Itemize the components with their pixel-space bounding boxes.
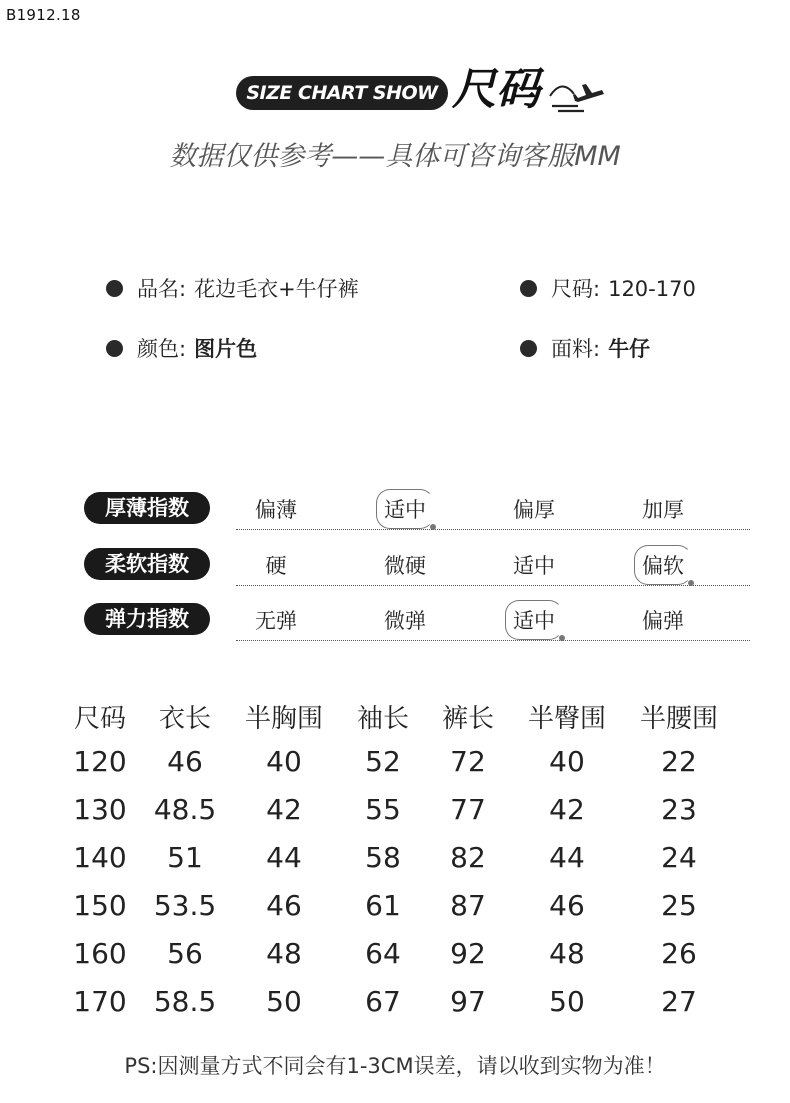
index-label: 柔软指数	[84, 548, 210, 580]
plane-icon	[548, 76, 608, 116]
product-color-label: 颜色:	[137, 337, 187, 361]
table-cell: 40	[266, 745, 302, 778]
product-name-label: 品名:	[137, 277, 187, 301]
table-cell: 53.5	[153, 889, 217, 922]
table-header-cell: 衣长	[158, 704, 211, 734]
bullet-dot-icon	[520, 280, 537, 297]
size-title: 尺码	[452, 64, 540, 115]
table-cell: 170	[73, 985, 127, 1018]
table-cell: 72	[450, 745, 486, 778]
product-size-value: 120-170	[608, 277, 696, 301]
index-label: 弹力指数	[84, 603, 210, 635]
dotted-divider	[236, 529, 750, 530]
table-cell: 52	[365, 745, 401, 778]
index-option: 偏薄	[255, 498, 297, 522]
table-cell: 48	[549, 937, 585, 970]
table-cell: 48.5	[153, 793, 217, 826]
table-cell: 42	[266, 793, 302, 826]
table-cell: 97	[450, 985, 486, 1018]
table-cell: 46	[549, 889, 585, 922]
measurement-note: PS:因测量方式不同会有1-3CM误差，请以收到实物为准！	[124, 1054, 666, 1078]
index-option-selected: 适中	[350, 494, 460, 524]
table-cell: 46	[167, 745, 203, 778]
size-chart-header	[0, 62, 790, 122]
table-cell: 77	[450, 793, 486, 826]
table-cell: 120	[73, 745, 127, 778]
table-cell: 61	[365, 889, 401, 922]
table-cell: 23	[661, 793, 697, 826]
table-cell: 150	[73, 889, 127, 922]
index-option: 微硬	[384, 554, 426, 578]
table-header-cell: 半腰围	[639, 704, 718, 734]
table-cell: 50	[549, 985, 585, 1018]
table-cell: 55	[365, 793, 401, 826]
index-option: 微弹	[384, 609, 426, 633]
table-cell: 42	[549, 793, 585, 826]
index-option: 偏厚	[513, 498, 555, 522]
table-cell: 44	[266, 841, 302, 874]
table-cell: 51	[167, 841, 203, 874]
index-option: 无弹	[255, 609, 297, 633]
table-cell: 22	[661, 745, 697, 778]
table-header-cell: 袖长	[356, 704, 409, 734]
table-cell: 67	[365, 985, 401, 1018]
table-cell: 58	[365, 841, 401, 874]
dotted-divider	[236, 585, 750, 586]
product-size-row	[520, 273, 696, 303]
table-cell: 130	[73, 793, 127, 826]
table-cell: 24	[661, 841, 697, 874]
table-cell: 26	[661, 937, 697, 970]
index-label: 厚薄指数	[84, 492, 210, 524]
bullet-dot-icon	[106, 340, 123, 357]
table-cell: 40	[549, 745, 585, 778]
index-option: 偏弹	[642, 609, 684, 633]
table-header-cell: 裤长	[441, 704, 494, 734]
table-cell: 48	[266, 937, 302, 970]
size-chart-show-badge: SIZE CHART SHOW	[236, 76, 448, 110]
product-fabric-value: 牛仔	[608, 337, 651, 361]
product-name-row	[106, 273, 359, 303]
index-option-selected: 偏软	[608, 550, 718, 580]
table-cell: 87	[450, 889, 486, 922]
table-cell: 56	[167, 937, 203, 970]
product-name-value: 花边毛衣+牛仔裤	[194, 277, 359, 301]
index-option: 硬	[265, 554, 287, 578]
table-cell: 27	[661, 985, 697, 1018]
table-cell: 82	[450, 841, 486, 874]
table-cell: 140	[73, 841, 127, 874]
bullet-dot-icon	[106, 280, 123, 297]
table-cell: 50	[266, 985, 302, 1018]
dotted-divider	[236, 640, 750, 641]
index-option-selected: 适中	[479, 605, 589, 635]
index-option: 加厚	[642, 498, 684, 522]
product-size-label: 尺码:	[551, 277, 601, 301]
table-cell: 44	[549, 841, 585, 874]
table-cell: 92	[450, 937, 486, 970]
product-code: B1912.18	[6, 6, 81, 24]
subtitle: 数据仅供参考——具体可咨询客服MM	[169, 141, 621, 172]
table-header-cell: 半臀围	[527, 704, 606, 734]
table-header-cell: 尺码	[73, 704, 126, 734]
product-fabric-row	[520, 333, 650, 363]
table-cell: 58.5	[153, 985, 217, 1018]
index-option: 适中	[513, 554, 555, 578]
table-cell: 160	[73, 937, 127, 970]
product-color-row	[106, 333, 257, 363]
table-cell: 25	[661, 889, 697, 922]
product-color-value: 图片色	[194, 337, 258, 361]
bullet-dot-icon	[520, 340, 537, 357]
product-fabric-label: 面料:	[551, 337, 601, 361]
table-cell: 64	[365, 937, 401, 970]
table-header-cell: 半胸围	[244, 704, 323, 734]
table-cell: 46	[266, 889, 302, 922]
